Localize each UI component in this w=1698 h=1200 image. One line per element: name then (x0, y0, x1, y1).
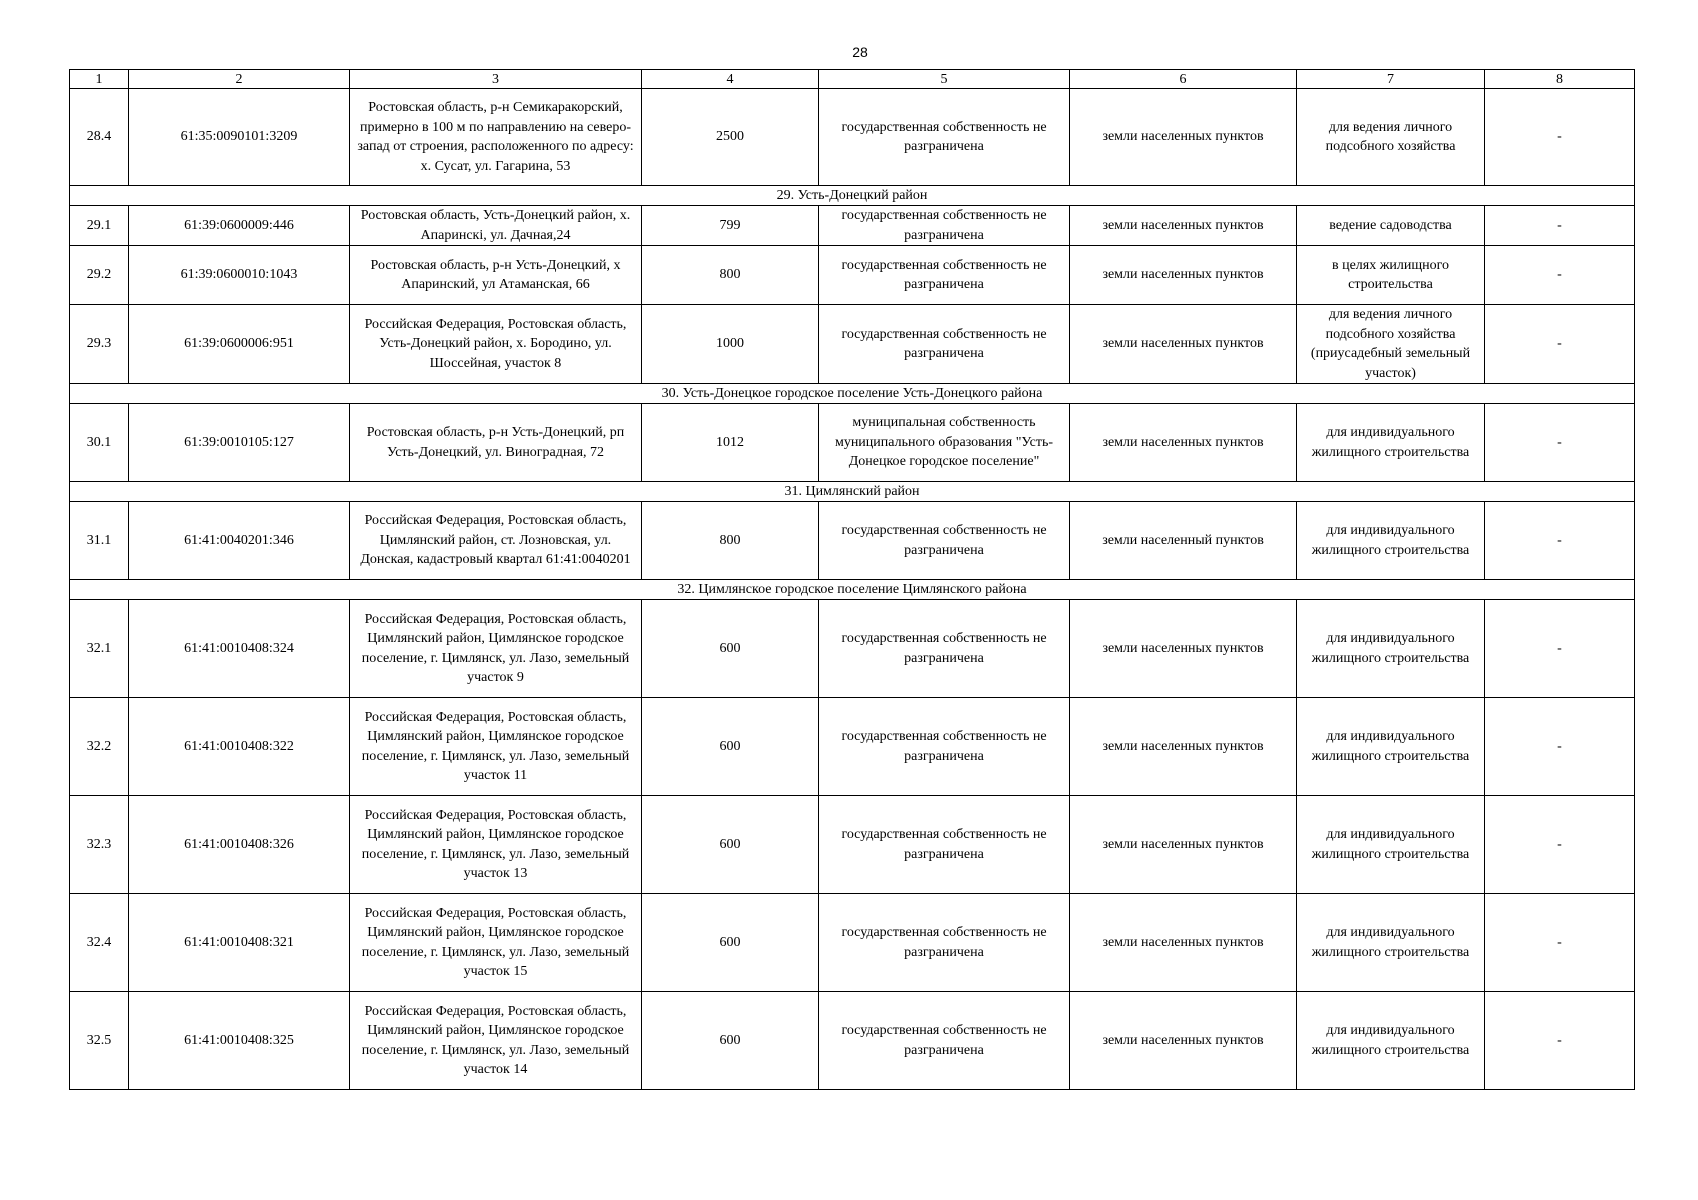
ownership-form-cell: государственная собственность не разграничена (819, 502, 1070, 580)
encumbrance-cell: - (1485, 992, 1635, 1090)
ownership-form-cell: государственная собственность не разграничена (819, 796, 1070, 894)
cadastral-number-cell: 61:39:0600010:1043 (129, 246, 350, 305)
ownership-form-cell: муниципальная собственность муниципального образования "Усть-Донецкое городское поселение" (819, 404, 1070, 482)
cadastral-number-cell: 61:41:0010408:322 (129, 698, 350, 796)
page-number: 28 (852, 44, 868, 60)
item-number-cell: 32.3 (70, 796, 129, 894)
ownership-form-cell: государственная собственность не разграничена (819, 894, 1070, 992)
encumbrance-cell: - (1485, 246, 1635, 305)
item-number-cell: 30.1 (70, 404, 129, 482)
permitted-use-cell: для индивидуального жилищного строительства (1297, 796, 1485, 894)
encumbrance-cell: - (1485, 698, 1635, 796)
area-cell: 600 (642, 600, 819, 698)
land-category-cell: земли населенных пунктов (1070, 600, 1297, 698)
land-category-cell: земли населенный пунктов (1070, 502, 1297, 580)
column-number: 4 (642, 70, 819, 89)
address-cell: Ростовская область, р-н Усть-Донецкий, рп Усть-Донецкий, ул. Виноградная, 72 (350, 404, 642, 482)
address-cell: Ростовская область, р-н Усть-Донецкий, х Апаринский, ул Атаманская, 66 (350, 246, 642, 305)
table-row (70, 894, 1635, 992)
cadastral-number-cell: 61:39:0600006:951 (129, 305, 350, 384)
land-category-cell: земли населенных пунктов (1070, 698, 1297, 796)
permitted-use-cell: для индивидуального жилищного строительства (1297, 992, 1485, 1090)
district-section-row (70, 186, 1635, 206)
address-cell: Ростовская область, р-н Семикаракорский, примерно в 100 м по направлению на северо-запад от строения, расположенного по адресу: х. Сусат, ул. Гагарина, 53 (350, 89, 642, 186)
area-cell: 2500 (642, 89, 819, 186)
item-number-cell: 29.2 (70, 246, 129, 305)
table-row (70, 206, 1635, 246)
land-plots-table (69, 69, 1635, 1090)
address-cell: Российская Федерация, Ростовская область, Цимлянский район, ст. Лозновская, ул. Донская, кадастровый квартал 61:41:0040201 (350, 502, 642, 580)
ownership-form-cell: государственная собственность не разграничена (819, 992, 1070, 1090)
land-category-cell: земли населенных пунктов (1070, 305, 1297, 384)
address-cell: Российская Федерация, Ростовская область, Цимлянский район, Цимлянское городское поселение, г. Цимлянск, ул. Лазо, земельный участок 13 (350, 796, 642, 894)
area-cell: 600 (642, 796, 819, 894)
area-cell: 800 (642, 246, 819, 305)
land-category-cell: земли населенных пунктов (1070, 206, 1297, 246)
cadastral-number-cell: 61:39:0600009:446 (129, 206, 350, 246)
table-row (70, 600, 1635, 698)
encumbrance-cell: - (1485, 502, 1635, 580)
permitted-use-cell: для индивидуального жилищного строительства (1297, 502, 1485, 580)
land-category-cell: земли населенных пунктов (1070, 992, 1297, 1090)
table-row (70, 305, 1635, 384)
address-cell: Российская Федерация, Ростовская область, Цимлянский район, Цимлянское городское поселение, г. Цимлянск, ул. Лазо, земельный участок 11 (350, 698, 642, 796)
permitted-use-cell: для ведения личного подсобного хозяйства (1297, 89, 1485, 186)
encumbrance-cell: - (1485, 305, 1635, 384)
column-number: 6 (1070, 70, 1297, 89)
permitted-use-cell: для индивидуального жилищного строительства (1297, 894, 1485, 992)
column-number: 1 (70, 70, 129, 89)
permitted-use-cell: для индивидуального жилищного строительства (1297, 404, 1485, 482)
permitted-use-cell: для ведения личного подсобного хозяйства (приусадебный земельный участок) (1297, 305, 1485, 384)
table-row (70, 89, 1635, 186)
column-number: 7 (1297, 70, 1485, 89)
ownership-form-cell: государственная собственность не разграничена (819, 698, 1070, 796)
cadastral-number-cell: 61:35:0090101:3209 (129, 89, 350, 186)
permitted-use-cell: для индивидуального жилищного строительства (1297, 698, 1485, 796)
ownership-form-cell: государственная собственность не разграничена (819, 89, 1070, 186)
area-cell: 1012 (642, 404, 819, 482)
ownership-form-cell: государственная собственность не разграничена (819, 305, 1070, 384)
encumbrance-cell: - (1485, 894, 1635, 992)
table-row (70, 698, 1635, 796)
district-section-row (70, 580, 1635, 600)
area-cell: 600 (642, 698, 819, 796)
column-number: 8 (1485, 70, 1635, 89)
column-number: 5 (819, 70, 1070, 89)
land-category-cell: земли населенных пунктов (1070, 89, 1297, 186)
land-category-cell: земли населенных пунктов (1070, 246, 1297, 305)
land-category-cell: земли населенных пунктов (1070, 404, 1297, 482)
encumbrance-cell: - (1485, 206, 1635, 246)
item-number-cell: 32.1 (70, 600, 129, 698)
cadastral-number-cell: 61:39:0010105:127 (129, 404, 350, 482)
land-category-cell: земли населенных пунктов (1070, 894, 1297, 992)
item-number-cell: 31.1 (70, 502, 129, 580)
address-cell: Ростовская область, Усть-Донецкий район, х. Апаринскі, ул. Дачная,24 (350, 206, 642, 246)
permitted-use-cell: ведение садоводства (1297, 206, 1485, 246)
cadastral-number-cell: 61:41:0010408:321 (129, 894, 350, 992)
cadastral-number-cell: 61:41:0010408:324 (129, 600, 350, 698)
cadastral-number-cell: 61:41:0040201:346 (129, 502, 350, 580)
table-row (70, 796, 1635, 894)
encumbrance-cell: - (1485, 89, 1635, 186)
district-title: 30. Усть-Донецкое городское поселение Усть-Донецкого района (70, 384, 1635, 404)
district-section-row (70, 384, 1635, 404)
address-cell: Российская Федерация, Ростовская область, Цимлянский район, Цимлянское городское поселение, г. Цимлянск, ул. Лазо, земельный участок 14 (350, 992, 642, 1090)
table-row (70, 992, 1635, 1090)
cadastral-number-cell: 61:41:0010408:326 (129, 796, 350, 894)
area-cell: 1000 (642, 305, 819, 384)
address-cell: Российская Федерация, Ростовская область, Усть-Донецкий район, х. Бородино, ул. Шоссейная, участок 8 (350, 305, 642, 384)
item-number-cell: 32.2 (70, 698, 129, 796)
area-cell: 800 (642, 502, 819, 580)
cadastral-number-cell: 61:41:0010408:325 (129, 992, 350, 1090)
district-title: 29. Усть-Донецкий район (70, 186, 1635, 206)
table-row (70, 502, 1635, 580)
table-row (70, 246, 1635, 305)
encumbrance-cell: - (1485, 796, 1635, 894)
land-category-cell: земли населенных пунктов (1070, 796, 1297, 894)
area-cell: 600 (642, 894, 819, 992)
item-number-cell: 32.4 (70, 894, 129, 992)
ownership-form-cell: государственная собственность не разграничена (819, 206, 1070, 246)
address-cell: Российская Федерация, Ростовская область, Цимлянский район, Цимлянское городское поселение, г. Цимлянск, ул. Лазо, земельный участок 15 (350, 894, 642, 992)
ownership-form-cell: государственная собственность не разграничена (819, 246, 1070, 305)
encumbrance-cell: - (1485, 404, 1635, 482)
item-number-cell: 29.3 (70, 305, 129, 384)
item-number-cell: 29.1 (70, 206, 129, 246)
column-number: 2 (129, 70, 350, 89)
district-title: 32. Цимлянское городское поселение Цимлянского района (70, 580, 1635, 600)
district-title: 31. Цимлянский район (70, 482, 1635, 502)
table-row (70, 404, 1635, 482)
item-number-cell: 32.5 (70, 992, 129, 1090)
address-cell: Российская Федерация, Ростовская область, Цимлянский район, Цимлянское городское поселение, г. Цимлянск, ул. Лазо, земельный участок 9 (350, 600, 642, 698)
area-cell: 799 (642, 206, 819, 246)
ownership-form-cell: государственная собственность не разграничена (819, 600, 1070, 698)
area-cell: 600 (642, 992, 819, 1090)
encumbrance-cell: - (1485, 600, 1635, 698)
column-number: 3 (350, 70, 642, 89)
district-section-row (70, 482, 1635, 502)
item-number-cell: 28.4 (70, 89, 129, 186)
column-number-row (70, 70, 1635, 89)
permitted-use-cell: в целях жилищного строительства (1297, 246, 1485, 305)
permitted-use-cell: для индивидуального жилищного строительства (1297, 600, 1485, 698)
